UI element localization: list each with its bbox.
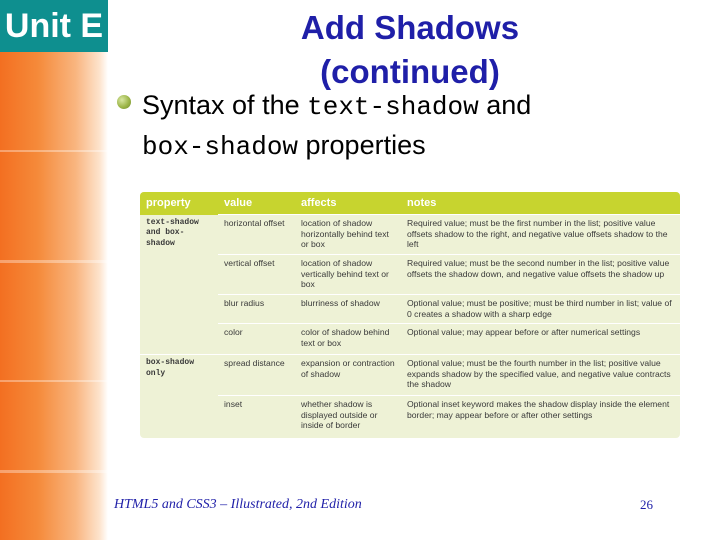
cell-affects: location of shadow vertically behind text or box xyxy=(295,255,401,295)
title-line-2: (continued) xyxy=(320,53,500,90)
bullet-prefix: Syntax of the xyxy=(142,90,308,120)
page-number: 26 xyxy=(640,497,653,512)
unit-badge: Unit E xyxy=(0,0,108,52)
cell-notes: Optional value; may appear before or after numerical settings xyxy=(401,324,680,355)
cell-notes: Required value; must be the first number in the list; positive value offsets shadow to the right, and negative value offsets shadow to the left xyxy=(401,215,680,255)
cell-property xyxy=(140,295,218,324)
code-text-shadow: text-shadow xyxy=(307,92,479,122)
cell-property xyxy=(140,324,218,355)
left-decorative-band xyxy=(0,0,108,540)
table-row xyxy=(140,215,680,255)
cell-value: color xyxy=(218,324,295,355)
cell-value: blur radius xyxy=(218,295,295,324)
cell-property: text-shadow and box-shadow xyxy=(146,217,199,248)
cell-property: box-shadow only xyxy=(140,355,218,396)
cell-affects: blurriness of shadow xyxy=(295,295,401,324)
code-box-shadow: box-shadow xyxy=(142,132,299,162)
cell-affects: location of shadow horizontally behind text or box xyxy=(295,215,401,255)
table-row xyxy=(140,355,680,396)
bullet-icon xyxy=(117,95,131,109)
band-stripe xyxy=(0,150,108,152)
cell-value: horizontal offset xyxy=(218,215,295,255)
header-property: property xyxy=(140,192,218,215)
table-row xyxy=(140,396,680,436)
band-stripe xyxy=(0,380,108,382)
table-row xyxy=(140,324,680,355)
cell-affects: color of shadow behind text or box xyxy=(295,324,401,355)
bullet-text xyxy=(142,86,714,166)
cell-property xyxy=(140,255,218,295)
cell-value: inset xyxy=(218,396,295,436)
bullet-item xyxy=(114,86,714,166)
cell-affects: expansion or contraction of shadow xyxy=(295,355,401,396)
cell-affects: whether shadow is displayed outside or inside of border xyxy=(295,396,401,436)
slide-title xyxy=(200,6,620,94)
cell-notes: Optional inset keyword makes the shadow display inside the element border; may appear before or after other settings xyxy=(401,396,680,436)
header-notes: notes xyxy=(401,192,680,215)
band-stripe xyxy=(0,470,108,473)
cell-notes: Optional value; must be the fourth number in the list; positive value expands shadow by the specified value, and negative value contracts the shadow xyxy=(401,355,680,396)
cell-property xyxy=(140,396,218,436)
band-stripe xyxy=(0,260,108,263)
header-value: value xyxy=(218,192,295,215)
header-affects: affects xyxy=(295,192,401,215)
bullet-middle: and xyxy=(478,90,532,120)
cell-notes: Required value; must be the second number in the list; positive value offsets the shadow down, and negative value offsets the shadow up xyxy=(401,255,680,295)
table-row xyxy=(140,295,680,324)
footer-text: HTML5 and CSS3 – Illustrated, 2nd Edition xyxy=(114,497,362,512)
cell-value: vertical offset xyxy=(218,255,295,295)
bullet-suffix: properties xyxy=(298,130,426,160)
syntax-table xyxy=(140,192,680,438)
cell-notes: Optional value; must be positive; must be third number in list; value of 0 creates a shadow with a sharp edge xyxy=(401,295,680,324)
table-row xyxy=(140,255,680,295)
title-line-1: Add Shadows xyxy=(300,9,520,46)
cell-value: spread distance xyxy=(218,355,295,396)
table-header-row xyxy=(140,192,680,215)
